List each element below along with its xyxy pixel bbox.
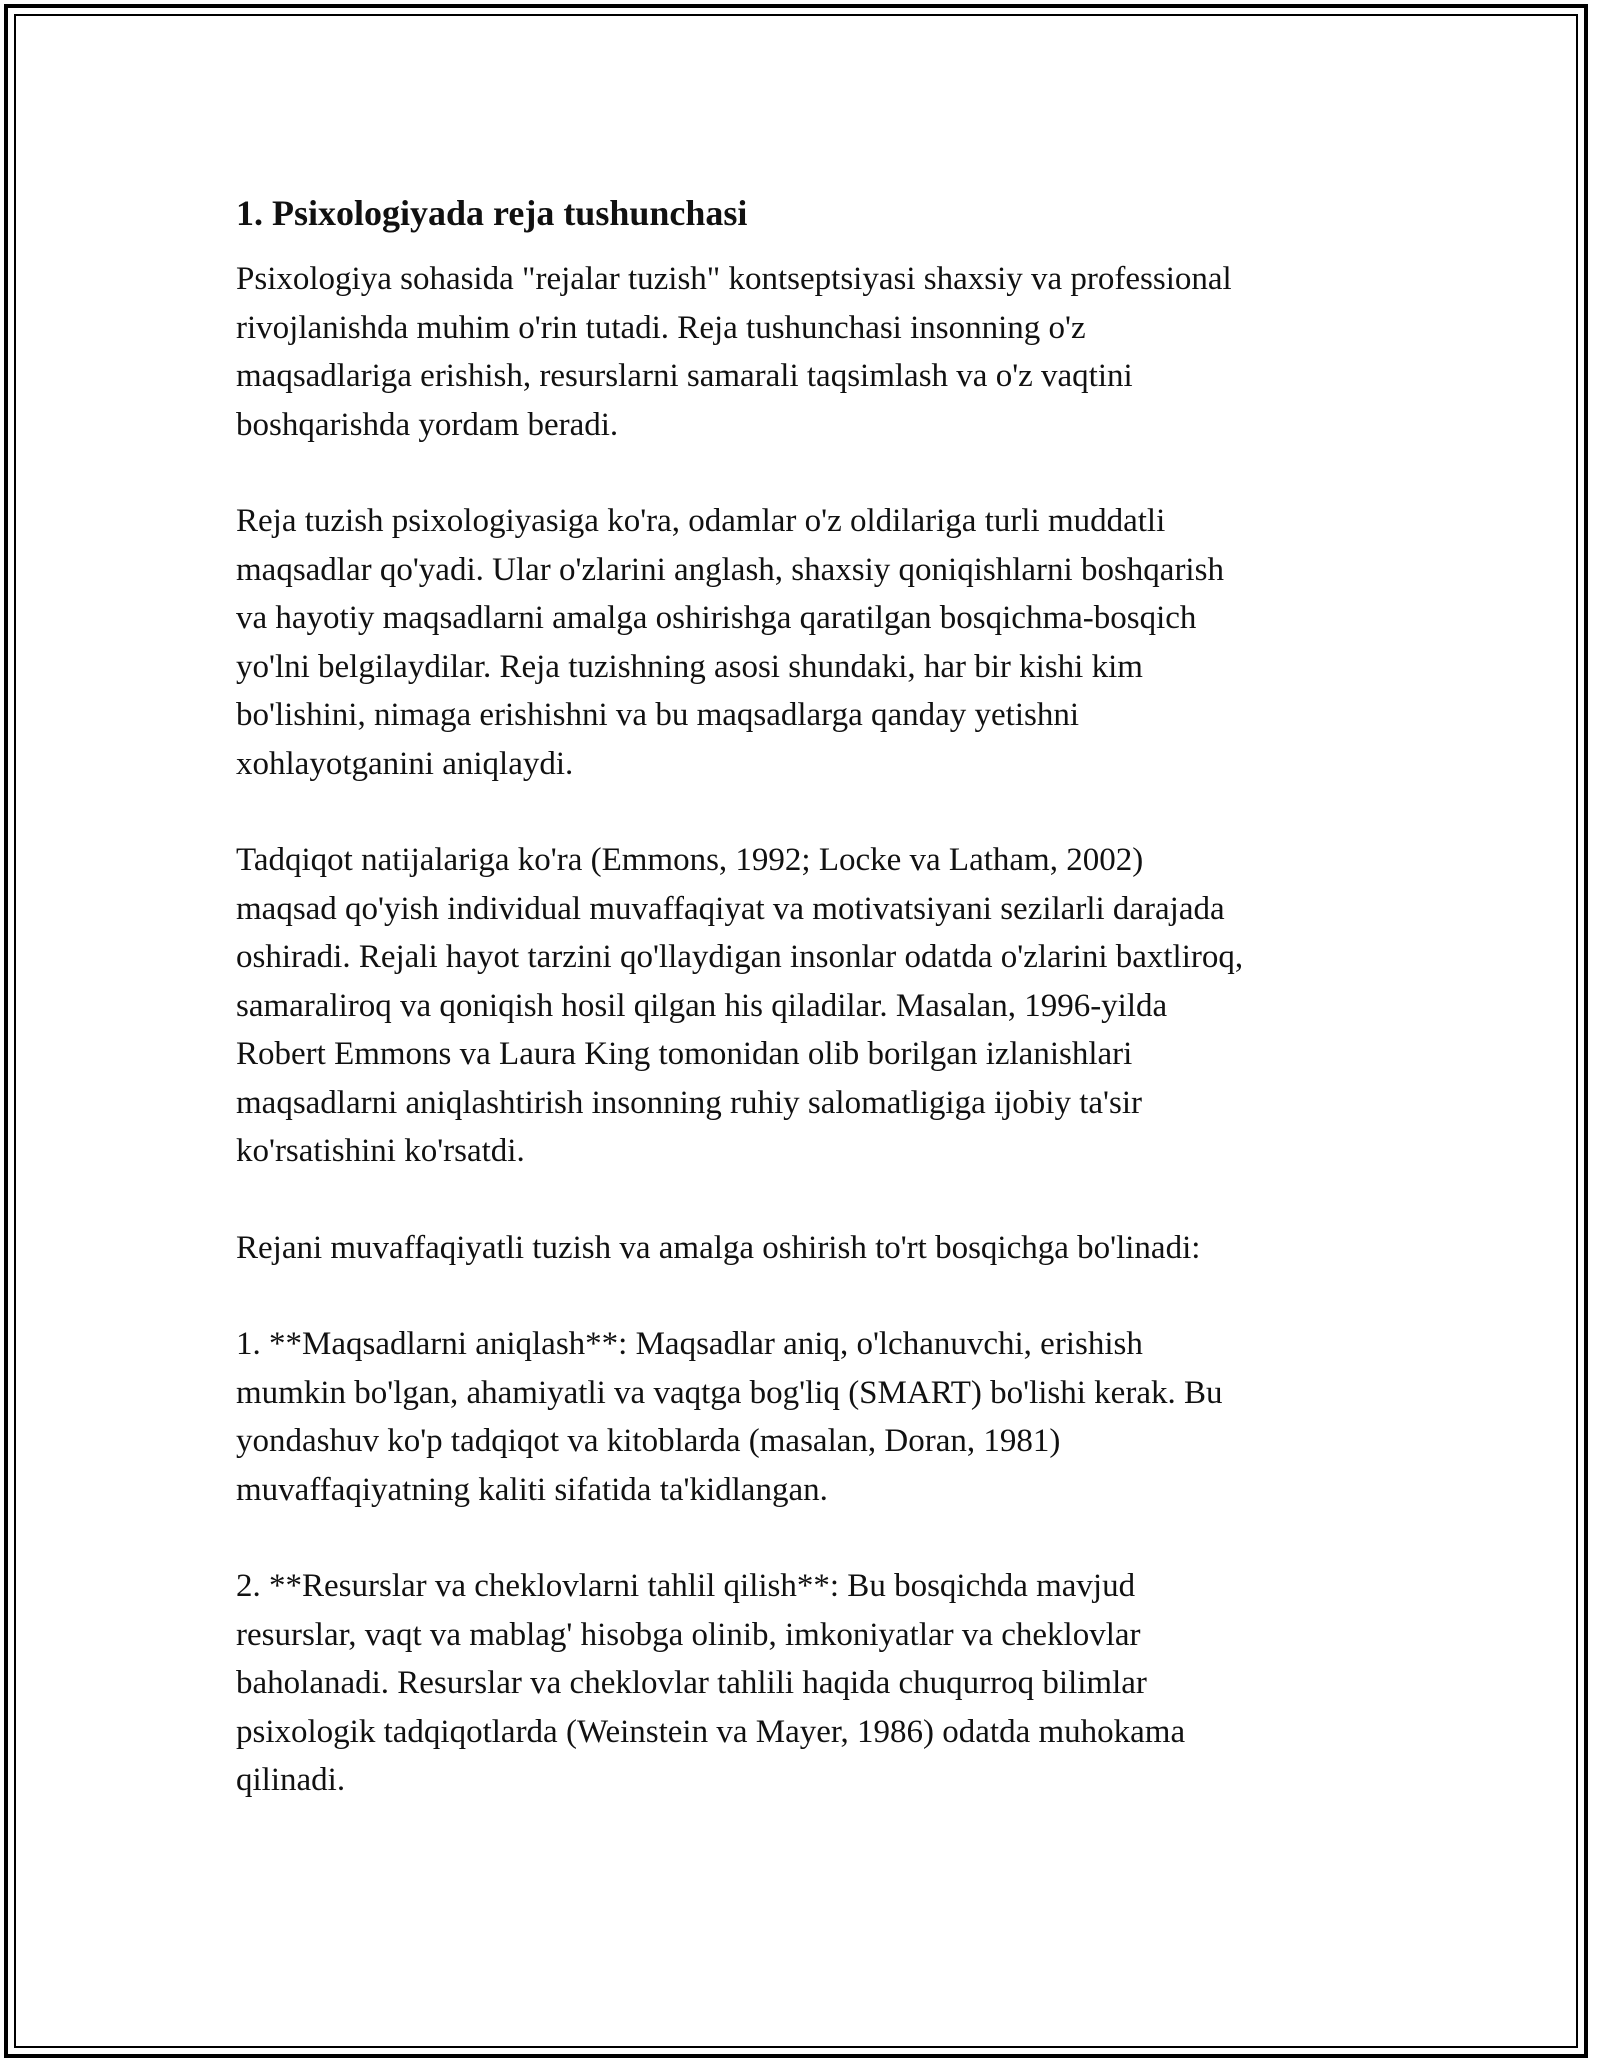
- section-heading: 1. Psixologiyada reja tushunchasi: [236, 193, 748, 233]
- paragraph-line: bo'lishini, nimaga erishishni va bu maqsadlarga qanday yetishni: [236, 697, 1080, 733]
- paragraph-line: Rejani muvaffaqiyatli tuzish va amalga oshirish to'rt bosqichga bo'linadi:: [236, 1229, 1201, 1266]
- paragraph-line: maqsad qo'yish individual muvaffaqiyat va motivatsiyani sezilarli darajada: [236, 890, 1225, 927]
- paragraph-line: maqsadlarni aniqlashtirish insonning ruhiy salomatligiga ijobiy ta'sir: [236, 1084, 1142, 1121]
- paragraph-line: qilinadi.: [236, 1762, 346, 1798]
- paragraph-line: psixologik tadqiqotlarda (Weinstein va Mayer, 1986) odatda muhokama: [236, 1713, 1186, 1750]
- paragraph-line: ko'rsatishini ko'rsatdi.: [236, 1133, 525, 1169]
- paragraph-line: yondashuv ko'p tadqiqot va kitoblarda (masalan, Doran, 1981): [236, 1423, 1061, 1459]
- document-body: [236, 187, 1366, 1853]
- paragraph-line: va hayotiy maqsadlarni amalga oshirishga qaratilgan bosqichma-bosqich: [236, 600, 1197, 636]
- paragraph: [236, 497, 1366, 788]
- paragraph: [236, 1320, 1366, 1514]
- paragraph: [236, 1562, 1366, 1805]
- paragraph-line: Tadqiqot natijalariga ko'ra (Emmons, 1992; Locke va Latham, 2002): [236, 842, 1144, 878]
- paragraph-line: muvaffaqiyatning kaliti sifatida ta'kidlangan.: [236, 1471, 828, 1508]
- paragraph-line: yo'lni belgilaydilar. Reja tuzishning asosi shundaki, har bir kishi kim: [236, 648, 1143, 685]
- paragraph: [236, 1224, 1366, 1273]
- paragraph-line: xohlayotganini aniqlaydi.: [236, 745, 574, 782]
- paragraph: [236, 836, 1366, 1176]
- paragraph: [236, 255, 1366, 449]
- paragraph-line: Robert Emmons va Laura King tomonidan olib borilgan izlanishlari: [236, 1036, 1133, 1072]
- paragraph-line: 2. **Resurslar va cheklovlarni tahlil qilish**: Bu bosqichda mavjud: [236, 1568, 1136, 1604]
- paragraph-line: maqsadlar qo'yadi. Ular o'zlarini anglash, shaxsiy qoniqishlarni boshqarish: [236, 551, 1224, 588]
- paragraph-line: Psixologiya sohasida "rejalar tuzish" kontseptsiyasi shaxsiy va professional: [236, 261, 1232, 297]
- paragraph-line: samaraliroq va qoniqish hosil qilgan his qiladilar. Masalan, 1996-yilda: [236, 987, 1168, 1024]
- paragraph-line: baholanadi. Resurslar va cheklovlar tahlili haqida chuqurroq bilimlar: [236, 1665, 1147, 1701]
- paragraph-line: rivojlanishda muhim o'rin tutadi. Reja tushunchasi insonning o'z: [236, 309, 1086, 346]
- paragraph-container: [236, 255, 1366, 1805]
- paragraph-line: resurslar, vaqt va mablag' hisobga olinib, imkoniyatlar va cheklovlar: [236, 1616, 1141, 1653]
- paragraph-line: maqsadlariga erishish, resurslarni samarali taqsimlash va o'z vaqtini: [236, 358, 1133, 394]
- paragraph-line: boshqarishda yordam beradi.: [236, 406, 619, 443]
- paragraph-line: 1. **Maqsadlarni aniqlash**: Maqsadlar aniq, o'lchanuvchi, erishish: [236, 1326, 1143, 1362]
- paragraph-line: oshiradi. Rejali hayot tarzini qo'llaydigan insonlar odatda o'zlarini baxtliroq,: [236, 939, 1244, 975]
- paragraph-line: mumkin bo'lgan, ahamiyatli va vaqtga bog'liq (SMART) bo'lishi kerak. Bu: [236, 1374, 1223, 1411]
- paragraph-line: Reja tuzish psixologiyasiga ko'ra, odamlar o'z oldilariga turli muddatli: [236, 503, 1166, 539]
